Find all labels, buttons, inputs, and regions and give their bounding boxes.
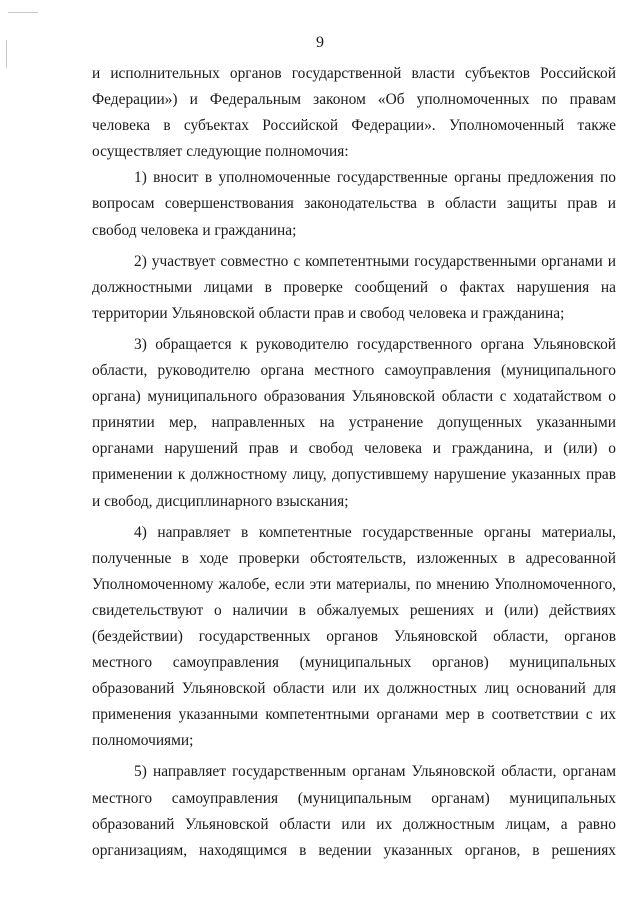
- paragraph-item-1: 1) вносит в уполномоченные государственные органы предложения по вопросам совершенствования законодательства в области защиты прав и свобод человека и гражданина;: [92, 169, 616, 239]
- body-text: [92, 61, 616, 864]
- paragraph-item-5: 5) направляет государственным органам Ульяновской области, органам местного самоуправления (муниципальным органам) муниципальных образований Ульяновской области или их должностным лицам, а равно организациям, находящимся в ведении указанных органов, в решениях: [92, 763, 616, 859]
- paragraph-intro: и исполнительных органов государственной власти субъектов Российской Федерации») и Федеральным законом «Об уполномоченных по правам человека в субъектах Российской Федерации». Уполномоченный также осуществляет следующие полномочия:: [92, 65, 616, 161]
- paragraph-item-4: 4) направляет в компетентные государственные органы материалы, полученные в ходе проверки обстоятельств, изложенных в адресованной Уполномоченному жалобе, если эти материалы, по мнению Уполномоченного, свидетельствуют о наличии в обжалуемых решениях и (или) действиях (бездействии) государственных органов Ульяновской области, органов местного самоуправления (муниципальных органов) муниципальных образований Ульяновской области или их должностных лиц оснований для применения указанными компетентными органами мер в соответствии с их полномочиями;: [92, 523, 616, 750]
- page-number: 9: [316, 34, 324, 51]
- scan-artifact: [8, 12, 38, 13]
- paragraph-item-3: 3) обращается к руководителю государственного органа Ульяновской области, руководителю органа местного самоуправления (муниципального органа) муниципального образования Ульяновской области с ходатайством о принятии мер, направленных на устранение допущенных указанными органами нарушений прав и свобод человека и гражданина, и (или) о применении к должностному лицу, допустившему нарушение указанных прав и свобод, дисциплинарного взыскания;: [92, 335, 616, 510]
- paragraph-item-2: 2) участвует совместно с компетентными государственными органами и должностными лицами в проверке сообщений о фактах нарушения на территории Ульяновской области прав и свобод человека и гражданина;: [92, 252, 616, 322]
